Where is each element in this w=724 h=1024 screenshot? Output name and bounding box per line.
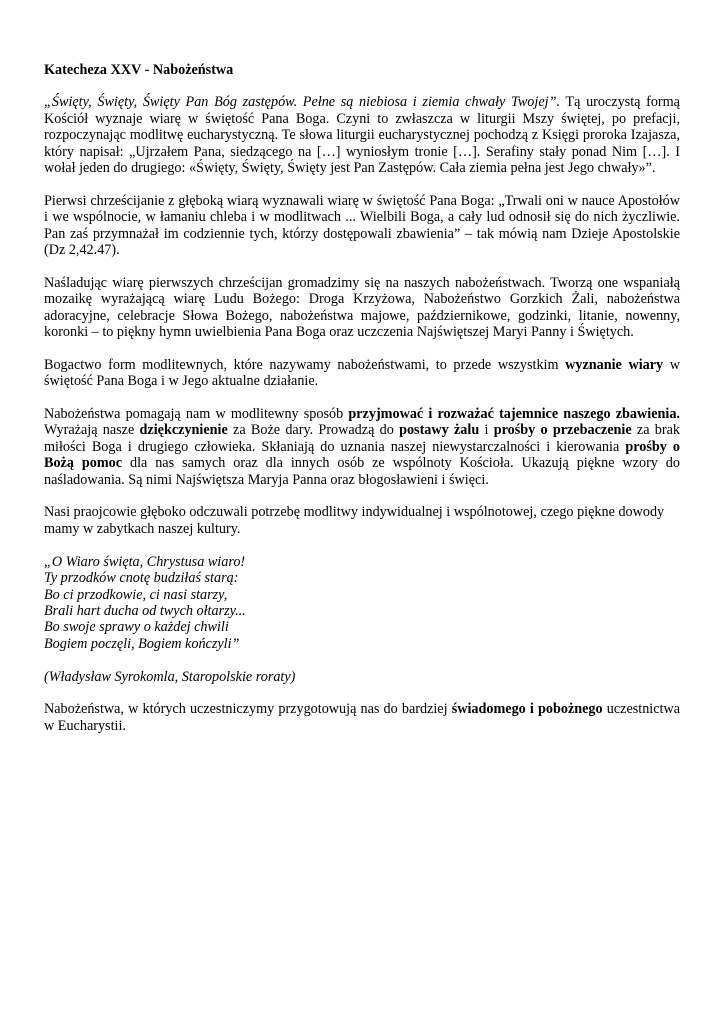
paragraph-devotions-list: Naśladując wiarę pierwszych chrześcijan gromadzimy się na naszych nabożeństwach. Tworzą one wspaniałą mozaikę wyrażającą wiarę Ludu Bożego: Droga Krzyżowa, Nabożeństwo Gorzkich Żali, nabożeństwa adoracyjne, celebracje Słowa Bożego, nabożeństwa majowe, październikowe, godzinki, litanie, nowenny, koronki – to piękny hymn uwielbienia Pana Boga oraz uczczenia Najświętszej Maryi Panny i Świętych. xyxy=(44,274,680,341)
paragraph-sanctus xyxy=(44,94,680,176)
text-span: za Boże dary. Prowadzą do xyxy=(227,422,400,439)
paragraph-ancestors: Nasi praojcowie głęboko odczuwali potrzebę modlitwy indywidualnej i wspólnotowej, czego piękne dowody mamy w zabytkach naszej kultury. xyxy=(44,504,665,537)
text-span: w świętość Pana Boga i w Jego aktualne działanie. xyxy=(44,356,680,390)
poem-line: „O Wiaro święta, Chrystusa wiaro! xyxy=(44,553,246,570)
document-page xyxy=(44,62,680,751)
poem-line: Bo ci przodkowie, ci nasi starzy, xyxy=(44,586,228,603)
text-span: i xyxy=(479,422,494,439)
poem-line: Bo swoje sprawy o każdej chwili xyxy=(44,619,229,636)
paragraph-eucharist xyxy=(44,701,680,734)
text-span: Nabożeństwa pomagają nam w modlitewny sposób xyxy=(44,406,349,423)
paragraph-sanctus-text: Tą uroczystą formą Kościół wyznaje wiarę w świętość Pana Boga. Czyni to zwłaszcza w liturgii Mszy świętej, po prefacji, rozpoczynając modlitwę eucharystyczną. Te słowa liturgii eucharystycznej pochodzą z Księgi proroka Izajasza, który napisał: „Ujrzałem Pana, siedzącego na […] wyniosłym tronie […]. Serafiny stały ponad Nim […]. I wołał jeden do drugiego: «Święty, Święty, Święty jest Pan Zastępów. Cała ziemia pełna jest Jego chwały»”. xyxy=(44,94,680,177)
poem-source: (Władysław Syrokomla, Staropolskie roraty) xyxy=(44,668,296,685)
text-span: Nabożeństwa, w których uczestniczymy przygotowują nas do bardziej xyxy=(44,701,452,718)
bold-conscious-pious: świadomego i pobożnego xyxy=(451,701,603,718)
text-span: uczestnictwa w Eucharystii. xyxy=(44,701,681,734)
poem-line: Bogiem poczęli, Bogiem kończyli” xyxy=(44,635,240,652)
bold-contrition: postawy żalu xyxy=(399,422,480,439)
document-title: Katecheza XXV - Nabożeństwa xyxy=(44,62,234,78)
text-span: Bogactwo form modlitewnych, które nazywamy nabożeństwami, to przede wszystkim xyxy=(44,356,566,373)
poem xyxy=(44,554,680,652)
poem-line: Ty przodków cnotę budziłaś starą: xyxy=(44,570,239,587)
text-span: za brak miłości Boga i drugiego człowieka. Skłaniają do uznania naszej niewystarczalności i kierowania xyxy=(44,422,680,455)
bold-thanksgiving: dziękczynienie xyxy=(139,422,228,439)
poem-line: Brali hart ducha od twych ołtarzy... xyxy=(44,602,246,619)
text-span: dla nas samych oraz dla innych osób ze wspólnoty Kościoła. Ukazują piękne wzory do naśladowania. Są nimi Najświętsza Maryja Panna oraz błogosławieni i święci. xyxy=(44,455,680,488)
text-span: Wyrażają nasze xyxy=(44,422,140,439)
paragraph-first-christians: Pierwsi chrześcijanie z głęboką wiarą wyznawali wiarę w świętość Pana Boga: „Trwali oni w nauce Apostołów i we wspólnocie, w łamaniu chleba i w modlitwach ... Wielbili Boga, a cały lud odnosił się do nich życzliwie. Pan zaś przymnażał im codziennie tych, którzy dostępowali zbawienia” – tak mówią nam Dzieje Apostolskie (Dz 2,42.47). xyxy=(44,192,680,259)
bold-gods-help: prośby o Bożą pomoc xyxy=(44,438,680,472)
bold-mysteries: przyjmować i rozważać tajemnice naszego zbawienia. xyxy=(348,406,680,423)
bold-forgiveness: prośby o przebaczenie xyxy=(493,422,632,439)
paragraph-forms-of-prayer xyxy=(44,357,680,390)
sanctus-quote: „Święty, Święty, Święty Pan Bóg zastępów. Pełne są niebiosa i ziemia chwały Twojej”. xyxy=(44,94,561,111)
bold-profession-of-faith: wyznanie wiary xyxy=(565,356,664,373)
paragraph-purpose xyxy=(44,406,680,488)
